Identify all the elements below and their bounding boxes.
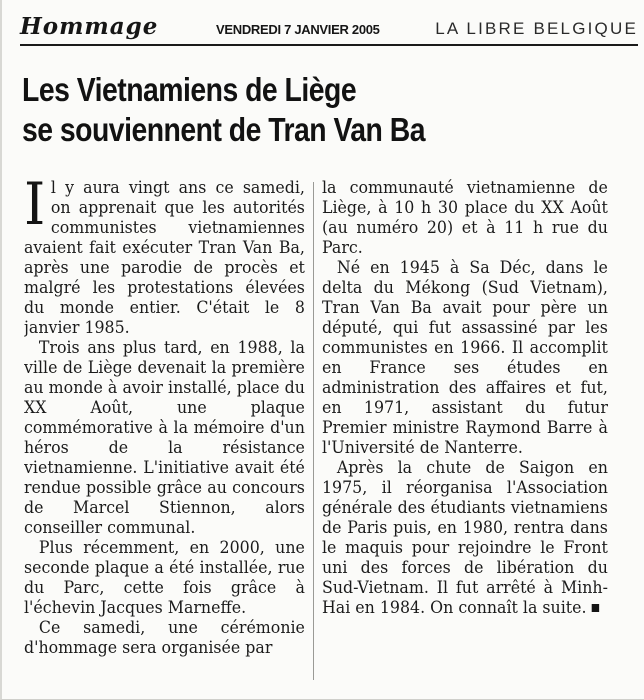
headline-line-1: Les Vietnamiens de Liège (22, 71, 357, 108)
article-column-left (24, 178, 305, 688)
article-paragraph-6 (322, 458, 608, 618)
masthead (20, 10, 638, 46)
drop-cap: I (24, 178, 46, 238)
newspaper-name: LA LIBRE BELGIQUE (435, 19, 638, 38)
headline-line-2: se souviennent de Tran Van Ba (22, 111, 425, 148)
article-column-right (322, 178, 608, 688)
column-divider (313, 182, 314, 680)
article-paragraph-2: Trois ans plus tard, en 1988, la ville de Liège devenait la première au monde à avoir installé, place du XX Août, une plaque commémorative à la mémoire d'un héros de la résistance vietnamienne. L'initiative avait été rendue possible grâce au concours de Marcel Stiennon, alors conseiller communal. (24, 338, 305, 538)
paragraph-6-text: Après la chute de Saigon en 1975, il réorganisa l'Association générale des étudiants vietnamiens de Paris puis, en 1980, rentra dans le maquis pour rejoindre le Front uni des forces de libération du Sud-Vietnam. Il fut arrêté à Minh-Hai en 1984. On connaît la suite. (322, 458, 608, 618)
article-paragraph-5: Né en 1945 à Sa Déc, dans le delta du Mékong (Sud Vietnam), Tran Van Ba avait pour père un député, qui fut assassiné par les communistes en 1966. Il accomplit en France ses études en administration des affaires et fut, en 1971, assistant du futur Premier ministre Raymond Barre à l'Université de Nanterre. (322, 258, 608, 458)
article-paragraph-1 (24, 178, 305, 338)
article-headline (22, 70, 547, 150)
end-mark-icon (592, 604, 599, 612)
publication-date: VENDREDI 7 JANVIER 2005 (216, 22, 380, 37)
paragraph-1-text: l y aura vingt ans ce samedi, on apprenait que les autorités communistes vietnamiennes avaient fait exécuter Tran Van Ba, après une parodie de procès et malgré les protestations élevées du monde entier. C'était le 8 janvier 1985. (24, 178, 305, 338)
article-paragraph-3: Plus récemment, en 2000, une seconde plaque a été installée, rue du Parc, cette fois grâce à l'échevin Jacques Marneffe. (24, 538, 305, 618)
article-paragraph-4-start: Ce samedi, une cérémonie d'hommage sera organisée par (24, 618, 305, 658)
article-paragraph-4-end: la communauté vietnamienne de Liège, à 10 h 30 place du XX Août (au numéro 20) et à 11 h rue du Parc. (322, 178, 608, 258)
section-title: Hommage (20, 13, 159, 40)
